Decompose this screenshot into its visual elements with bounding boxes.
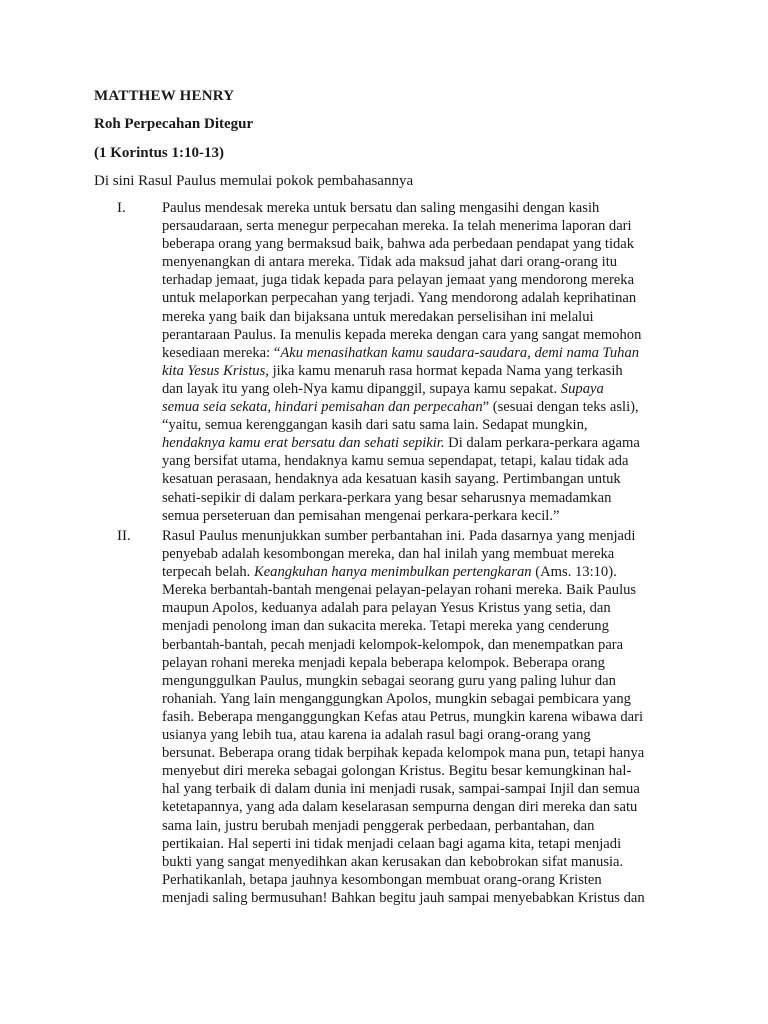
- text-line: [162, 235, 682, 253]
- italic-quote-text: Supaya: [560, 380, 604, 397]
- text-line: [162, 489, 682, 507]
- text-line: [162, 470, 682, 488]
- body-text: perantaraan Paulus. Ia menulis kepada mereka dengan cara yang sangat memohon: [162, 326, 642, 343]
- body-text: usianya yang lebih tua, atau karena ia adalah rasul bagi orang-orang yang: [162, 727, 591, 744]
- text-line: [162, 326, 682, 344]
- author-heading: MATTHEW HENRY: [94, 88, 235, 104]
- body-text: menjadi penolong iman dan sukacita mereka. Tetapi mereka yang cenderung: [162, 618, 609, 635]
- body-text: mengunggulkan Paulus, mungkin sebagai seorang guru yang paling luhur dan: [162, 672, 616, 689]
- italic-quote-text: Aku menasihatkan kamu saudara-saudara, demi nama Tuhan: [280, 344, 640, 361]
- body-text: pelayan rohani mereka menjadi kepala beberapa kelompok. Beberapa orang: [162, 654, 605, 671]
- body-text: sama lain, justru berubah menjadi penggerak perbedaan, perbantahan, dan: [162, 817, 595, 834]
- body-text: untuk melaporkan perpecahan yang terjadi. Yang mendorong adalah keprihatinan: [162, 290, 637, 307]
- body-text: mereka yang baik dan bijaksana untuk meredakan perselisihan ini melalui: [162, 308, 594, 325]
- body-text: pertikaian. Hal seperti ini tidak menjadi celaan bagi agama kita, tetapi menjadi: [162, 835, 622, 852]
- item-paragraph: [162, 199, 682, 525]
- body-text: semua perseteruan dan pemisahan mengenai perkara-perkara kecil.”: [162, 507, 560, 524]
- text-line: [162, 654, 682, 672]
- text-line: [162, 271, 682, 289]
- text-line: [162, 889, 682, 907]
- text-line: [162, 871, 682, 889]
- italic-quote-text: Keangkuhan hanya menimbulkan pertengkaran: [253, 564, 532, 581]
- text-line: [162, 507, 682, 525]
- body-text: rohaniah. Yang lain menganggungkan Apolos, mungkin sebagai pembicara yang: [162, 690, 631, 707]
- body-text: ketetapannya, yang ada dalam keselarasan sempurna dengan diri mereka dan satu: [162, 799, 638, 816]
- item-numeral: I.: [117, 200, 126, 216]
- body-text: Mereka berbantah-bantah mengenai pelayan-pelayan rohani mereka. Baik Paulus: [162, 582, 637, 599]
- text-line: [162, 452, 682, 470]
- item-paragraph: [162, 527, 682, 907]
- text-line: [162, 798, 682, 816]
- text-line: [162, 398, 682, 416]
- body-text: ” (sesuai dengan teks asli),: [482, 399, 639, 416]
- text-line: [162, 416, 682, 434]
- intro-text: Di sini Rasul Paulus memulai pokok pembahasannya: [94, 173, 414, 189]
- body-text: kesediaan mereka: “: [162, 344, 281, 361]
- text-line: [162, 690, 682, 708]
- body-text: dan layak itu yang oleh-Nya kamu dipanggil, supaya kamu sepakat.: [162, 380, 561, 397]
- body-text: menyenangkan di antara mereka. Tidak ada maksud jahat dari orang-orang itu: [162, 254, 618, 271]
- text-line: [162, 581, 682, 599]
- body-text: hal yang terbaik di dalam dunia ini menjadi rusak, sampai-sampai Injil dan semua: [162, 781, 640, 798]
- item-numeral: II.: [117, 528, 131, 544]
- text-line: [162, 835, 682, 853]
- text-line: [162, 527, 682, 545]
- body-text: maupun Apolos, keduanya adalah para pelayan Yesus Kristus yang setia, dan: [162, 600, 611, 617]
- body-text: terhadap jemaat, juga tidak kepada para pelayan jemaat yang mendorong mereka: [162, 272, 635, 289]
- italic-quote-text: semua seia sekata, hindari pemisahan dan perpecahan: [162, 399, 483, 416]
- body-text: fasih. Beberapa menganggungkan Kefas atau Petrus, mungkin karena wibawa dari: [162, 708, 644, 725]
- body-text: Rasul Paulus menunjukkan sumber perbantahan ini. Pada dasarnya yang menjadi: [162, 528, 636, 544]
- body-text: terpecah belah.: [162, 564, 254, 581]
- body-text: menyebut diri mereka sebagai golongan Kristus. Begitu besar kemungkinan hal-: [162, 763, 632, 780]
- body-text: “yaitu, semua kerenggangan kasih dari satu sama lain. Sedapat mungkin,: [162, 417, 588, 434]
- text-line: [162, 672, 682, 690]
- body-text: beberapa orang yang bermaksud baik, bahwa ada perbedaan pendapat yang tidak: [162, 236, 635, 253]
- body-text: penyebab adalah kesombongan mereka, dan hal inilah yang membuat mereka: [162, 546, 615, 563]
- body-text: bukti yang sangat menyedihkan akan kerusakan dan kebobrokan sifat manusia.: [162, 853, 624, 870]
- body-text: kesatuan perasaan, hendaknya ada kesatuan kasih sayang. Pertimbangan untuk: [162, 471, 621, 488]
- text-line: [162, 563, 682, 581]
- section-title: Roh Perpecahan Ditegur: [94, 116, 254, 132]
- text-line: [162, 308, 682, 326]
- text-line: [162, 599, 682, 617]
- text-line: [162, 289, 682, 307]
- text-line: [162, 726, 682, 744]
- scripture-reference: (1 Korintus 1:10-13): [94, 145, 224, 161]
- body-text: Perhatikanlah, betapa jauhnya kesombongan membuat orang-orang Kristen: [162, 871, 602, 888]
- body-text: Di dalam perkara-perkara agama: [444, 435, 640, 452]
- text-line: [162, 253, 682, 271]
- italic-quote-text: hendaknya kamu erat bersatu dan sehati sepikir.: [162, 435, 445, 452]
- text-line: [162, 853, 682, 871]
- body-text: Paulus mendesak mereka untuk bersatu dan saling mengasihi dengan kasih: [162, 200, 600, 216]
- body-text: (Ams. 13:10).: [531, 564, 617, 581]
- text-line: [162, 762, 682, 780]
- text-line: [162, 636, 682, 654]
- text-line: [162, 362, 682, 380]
- text-line: [162, 434, 682, 452]
- body-text: bersunat. Beberapa orang tidak berpihak kepada kelompok mana pun, tetapi hanya: [162, 745, 645, 762]
- text-line: [162, 617, 682, 635]
- text-line: [162, 817, 682, 835]
- body-text: menjadi saling bermusuhan! Bahkan begitu jauh sampai menyebabkan Kristus dan: [162, 889, 645, 906]
- body-text: berbantah-bantah, pecah menjadi kelompok-kelompok, dan menempatkan para: [162, 636, 624, 653]
- text-line: [162, 344, 682, 362]
- italic-quote-text: kita Yesus Kristus: [162, 362, 266, 379]
- text-line: [162, 744, 682, 762]
- body-text: yang bersifat utama, hendaknya kamu semua sependapat, tetapi, kalau tidak ada: [162, 453, 629, 470]
- text-line: [162, 708, 682, 726]
- body-text: sehati-sepikir di dalam perkara-perkara yang besar seharusnya memadamkan: [162, 489, 612, 506]
- body-text: persaudaraan, serta menegur perpecahan mereka. Ia telah menerima laporan dari: [162, 218, 632, 235]
- body-text: , jika kamu menaruh rasa hormat kepada Nama yang terkasih: [265, 362, 623, 379]
- text-line: [162, 380, 682, 398]
- text-line: [162, 780, 682, 798]
- text-line: [162, 199, 682, 217]
- text-line: [162, 545, 682, 563]
- text-line: [162, 217, 682, 235]
